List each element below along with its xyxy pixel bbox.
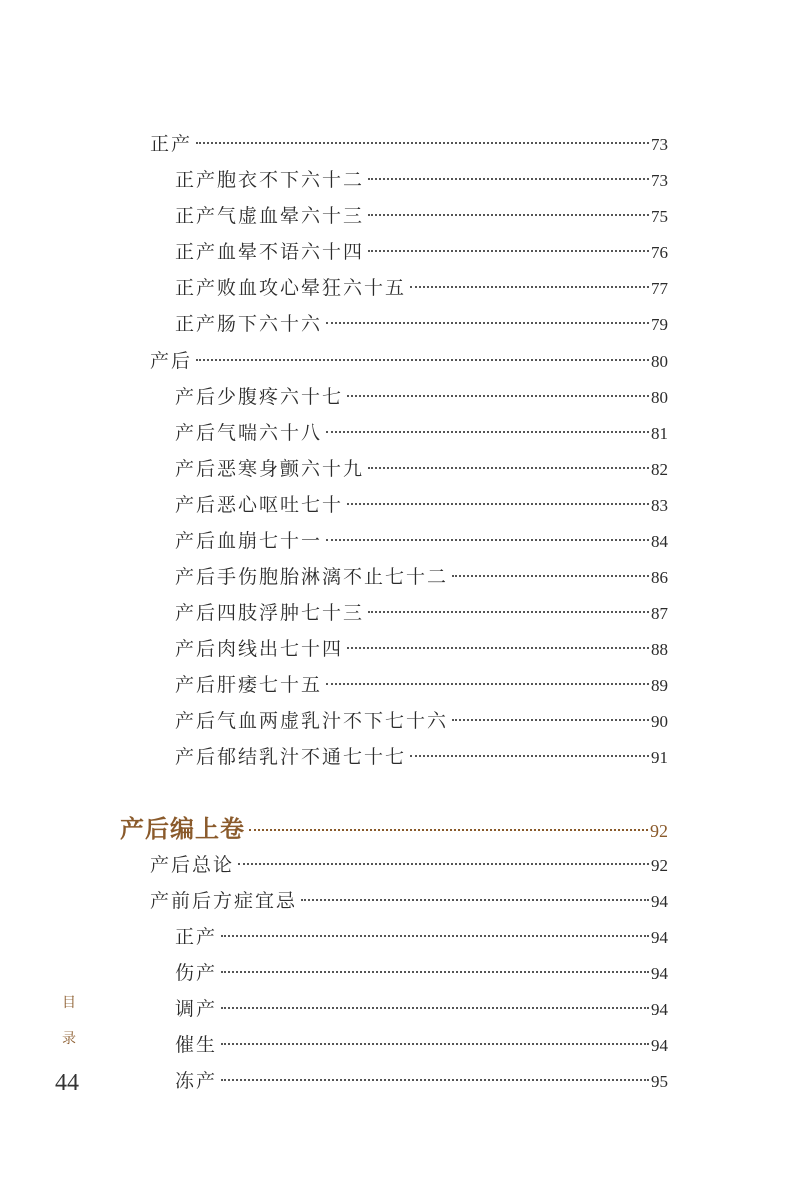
toc-leader bbox=[410, 755, 649, 757]
toc-page: 89 bbox=[651, 676, 668, 695]
toc-entry[interactable] bbox=[175, 309, 668, 339]
toc-entry[interactable] bbox=[175, 742, 668, 772]
toc-title: 产后恶寒身颤六十九 bbox=[175, 458, 365, 480]
toc-leader bbox=[347, 647, 649, 649]
toc-entry[interactable] bbox=[175, 706, 668, 736]
toc-entry[interactable] bbox=[175, 670, 668, 700]
toc-page: 76 bbox=[651, 243, 668, 262]
toc-title: 正产败血攻心晕狂六十五 bbox=[175, 277, 407, 299]
toc-entry[interactable] bbox=[175, 634, 668, 664]
toc-page: 92 bbox=[650, 821, 668, 841]
toc-leader bbox=[221, 1043, 649, 1045]
toc-title: 正产 bbox=[175, 926, 218, 948]
toc-title: 产后四肢浮肿七十三 bbox=[175, 602, 365, 624]
toc-page: 87 bbox=[651, 604, 668, 623]
toc-page: 80 bbox=[651, 388, 668, 407]
toc-leader bbox=[368, 250, 649, 252]
toc-title: 正产血晕不语六十四 bbox=[175, 241, 365, 263]
toc-page: 77 bbox=[651, 279, 668, 298]
toc-leader bbox=[347, 395, 649, 397]
toc-entry[interactable] bbox=[150, 129, 668, 159]
toc-title: 产前后方症宜忌 bbox=[150, 890, 298, 912]
toc-leader bbox=[196, 142, 649, 144]
toc-leader bbox=[238, 863, 649, 865]
toc-page: 90 bbox=[651, 712, 668, 731]
side-label-top: 目 bbox=[62, 995, 76, 1011]
toc-page: 79 bbox=[651, 315, 668, 334]
toc-page: 94 bbox=[651, 964, 668, 983]
page-number: 44 bbox=[55, 1070, 79, 1096]
toc-title: 产后血崩七十一 bbox=[175, 530, 323, 552]
toc-title: 正产胞衣不下六十二 bbox=[175, 169, 365, 191]
toc-title: 产后气喘六十八 bbox=[175, 422, 323, 444]
toc-entry[interactable] bbox=[175, 922, 668, 952]
toc-leader bbox=[221, 971, 649, 973]
toc-entry[interactable] bbox=[150, 850, 668, 880]
toc-title: 正产气虚血晕六十三 bbox=[175, 205, 365, 227]
toc-title: 催生 bbox=[175, 1034, 218, 1056]
toc-page: 94 bbox=[651, 1036, 668, 1055]
toc-title: 正产肠下六十六 bbox=[175, 313, 323, 335]
toc-page: 80 bbox=[651, 352, 668, 371]
side-label-bottom: 录 bbox=[62, 1031, 76, 1047]
toc-leader bbox=[368, 467, 649, 469]
toc-title: 产后少腹疼六十七 bbox=[175, 386, 344, 408]
toc-entry[interactable] bbox=[175, 418, 668, 448]
toc-title: 正产 bbox=[150, 133, 193, 155]
toc-leader bbox=[326, 539, 649, 541]
toc-entry[interactable] bbox=[175, 165, 668, 195]
toc-leader bbox=[452, 719, 649, 721]
toc-entry[interactable] bbox=[175, 1066, 668, 1096]
toc-page: 73 bbox=[651, 135, 668, 154]
toc-page: 82 bbox=[651, 460, 668, 479]
toc-leader bbox=[410, 286, 649, 288]
toc-title: 产后郁结乳汁不通七十七 bbox=[175, 746, 407, 768]
toc-page: 86 bbox=[651, 568, 668, 587]
toc-entry[interactable] bbox=[150, 886, 668, 916]
toc-page: 88 bbox=[651, 640, 668, 659]
toc-entry[interactable] bbox=[175, 382, 668, 412]
toc-page: 83 bbox=[651, 496, 668, 515]
toc-page: 94 bbox=[651, 1000, 668, 1019]
toc-leader bbox=[221, 935, 649, 937]
toc-entry[interactable] bbox=[175, 562, 668, 592]
toc-entry[interactable] bbox=[175, 237, 668, 267]
toc-title: 产后肝痿七十五 bbox=[175, 674, 323, 696]
toc-leader bbox=[196, 359, 649, 361]
toc-leader bbox=[301, 899, 649, 901]
toc-title: 产后气血两虚乳汁不下七十六 bbox=[175, 710, 449, 732]
toc-leader bbox=[249, 829, 648, 831]
toc-leader bbox=[347, 503, 649, 505]
toc-title: 产后 bbox=[150, 350, 193, 372]
toc-leader bbox=[221, 1079, 649, 1081]
toc-title: 产后恶心呕吐七十 bbox=[175, 494, 344, 516]
toc-entry[interactable] bbox=[175, 273, 668, 303]
toc-title: 产后肉线出七十四 bbox=[175, 638, 344, 660]
toc-leader bbox=[368, 214, 649, 216]
toc-title: 伤产 bbox=[175, 962, 218, 984]
toc-page: 75 bbox=[651, 207, 668, 226]
toc-title: 调产 bbox=[175, 998, 218, 1020]
toc-page: 95 bbox=[651, 1072, 668, 1091]
toc-title: 冻产 bbox=[175, 1070, 218, 1092]
toc-page: 94 bbox=[651, 928, 668, 947]
toc-entry[interactable] bbox=[175, 598, 668, 628]
toc-entry[interactable] bbox=[175, 490, 668, 520]
toc-leader bbox=[221, 1007, 649, 1009]
toc-page: 94 bbox=[651, 892, 668, 911]
toc-entry[interactable] bbox=[150, 346, 668, 376]
toc-page: 73 bbox=[651, 171, 668, 190]
toc-leader bbox=[326, 683, 649, 685]
toc-leader bbox=[452, 575, 649, 577]
toc-title: 产后编上卷 bbox=[120, 814, 245, 843]
toc-entry[interactable] bbox=[175, 526, 668, 556]
toc-page: 81 bbox=[651, 424, 668, 443]
toc-leader bbox=[368, 611, 649, 613]
toc-leader bbox=[326, 322, 649, 324]
toc-entry[interactable] bbox=[175, 201, 668, 231]
toc-entry[interactable] bbox=[175, 454, 668, 484]
toc-page: 92 bbox=[651, 856, 668, 875]
toc-section-heading[interactable] bbox=[120, 814, 668, 844]
toc-leader bbox=[326, 431, 649, 433]
toc-entry[interactable] bbox=[175, 958, 668, 988]
toc-leader bbox=[368, 178, 649, 180]
toc-page: 84 bbox=[651, 532, 668, 551]
toc-page: 91 bbox=[651, 748, 668, 767]
toc-title: 产后手伤胞胎淋漓不止七十二 bbox=[175, 566, 449, 588]
toc-entry[interactable] bbox=[175, 1030, 668, 1060]
toc-title: 产后总论 bbox=[150, 854, 235, 876]
toc-entry[interactable] bbox=[175, 994, 668, 1024]
